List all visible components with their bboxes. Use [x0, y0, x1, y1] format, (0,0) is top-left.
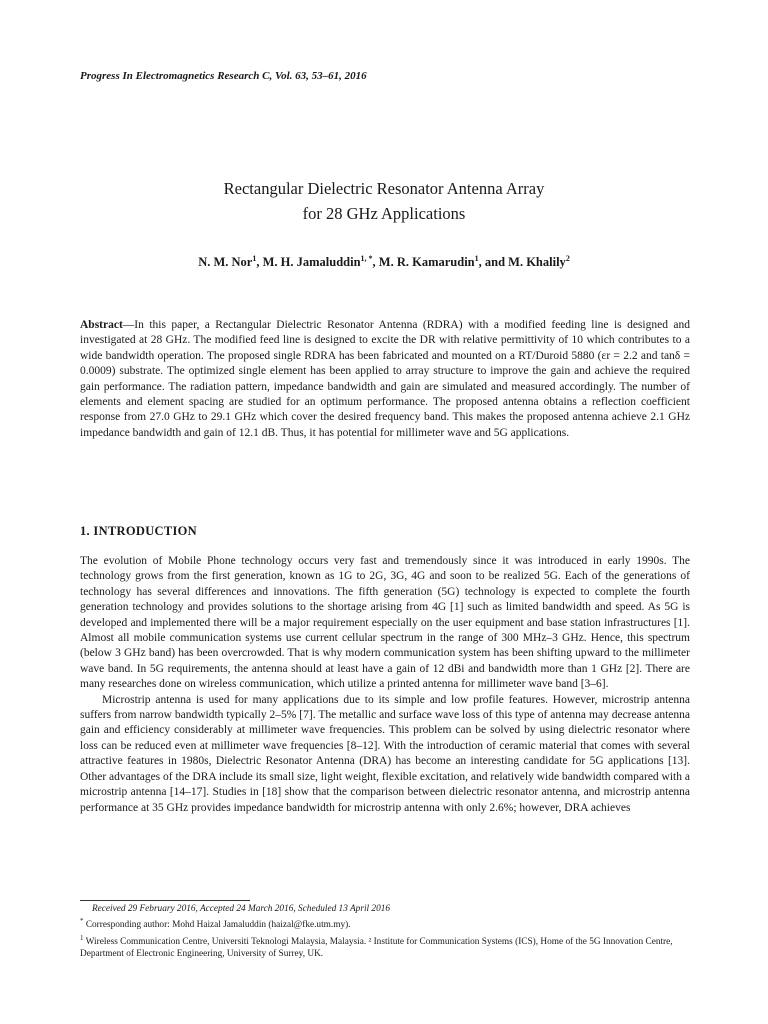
- author-name: M. Khalily: [508, 255, 566, 270]
- paragraph: The evolution of Mobile Phone technology occurs very fast and tremendously since it was introduced in early 1990s. The technology grows from the first generation, known as 1G to 2G, 3G, 4G and soon to be realized 5G. Each of the generations of technology has several differences and innovations. The fifth generation (5G) technology is expected to complete the fourth generation technology and provides solutions to the shortage arising from 4G [1] such as limited bandwidth and speed. As 5G is developed and implemented there will be a major requirement especially on the user equipment and base station infrastructures [1]. Almost all mobile communication systems use current cellular spectrum in the range of 300 MHz–3 GHz. Hence, this spectrum (below 3 GHz band) has been overcrowded. That is why modern communication system has been shifting upward to the millimeter wave band. In 5G requirements, the antenna should at least have a gain of 12 dBi and bandwidth more than 1 GHz [2]. There are many researches done on wireless communication, which utilize a printed antenna for millimeter wave band [3–6].: [80, 555, 690, 691]
- author-name: M. R. Kamarudin: [378, 255, 475, 270]
- affiliations-text: Wireless Communication Centre, Universiti Teknologi Malaysia, Malaysia. ² Institute for Communication Systems (ICS), Home of the 5G Innovation Centre, Department of Electronic Engineering, University of Surrey, UK.: [80, 936, 673, 959]
- author-affiliation: 1: [474, 254, 479, 263]
- abstract: [80, 318, 690, 441]
- affiliations-note: [80, 932, 690, 961]
- abstract-label: Abstract: [80, 319, 123, 331]
- paragraph: Microstrip antenna is used for many applications due to its simple and low profile features. However, microstrip antenna suffers from narrow bandwidth typically 2–5% [7]. The metallic and surface wave loss of this type of antenna may decrease antenna gain and efficiency considerably at millimeter wave frequencies. This problem can be solved by using dielectric resonator where loss can be reduced even at millimeter wave frequencies [8–12]. With the introduction of ceramic material that comes with several attractive features in 1980s, Dielectric Resonator Antenna (DRA) has become an interesting candidate for 5G applications [13]. Other advantages of the DRA include its small size, light weight, flexible excitation, and relatively wide bandwidth compared with a microstrip antenna [14–17]. Studies in [18] show that the comparison between dielectric resonator antenna, and microstrip antenna performance at 35 GHz provides impedance bandwidth for microstrip antenna with only 2.6%; however, DRA achieves: [80, 693, 690, 814]
- footnote-divider: [80, 900, 250, 901]
- title-line-1: Rectangular Dielectric Resonator Antenna Array: [223, 179, 545, 198]
- corresponding-author-text: Corresponding author: Mohd Haizal Jamaluddin (haizal@fke.utm.my).: [85, 920, 351, 931]
- author-name: M. H. Jamaluddin: [262, 255, 361, 270]
- journal-header: Progress In Electromagnetics Research C, Vol. 63, 53–61, 2016: [80, 70, 367, 82]
- paper-title: [0, 176, 768, 226]
- author-affiliation: 2: [565, 254, 570, 263]
- author-affiliation: 1: [252, 254, 257, 263]
- footnote-marker: 1: [80, 933, 84, 942]
- footnotes: [80, 903, 690, 960]
- author-list: N. M. Nor$^1$, M. H. Jamaluddin$^{1, *}$, M. R. Kamarudin$^1$, and M. Khalily$^2$: [198, 254, 570, 270]
- corresponding-author-note: [80, 915, 690, 931]
- title-line-2: for 28 GHz Applications: [302, 204, 466, 223]
- introduction-body: [80, 554, 690, 816]
- author-name: N. M. Nor: [198, 255, 253, 270]
- author-affiliation: 1, *: [360, 254, 373, 263]
- received-dates: Received 29 February 2016, Accepted 24 March 2016, Scheduled 13 April 2016: [92, 904, 391, 914]
- abstract-text: —In this paper, a Rectangular Dielectric Resonator Antenna (RDRA) with a modified feeding line is designed and investigated at 28 GHz. The modified feed line is designed to excite the DR with relative permittivity of 10 which contributes to a wide bandwidth operation. The proposed single RDRA has been fabricated and mounted on a RT/Duroid 5880 (εr = 2.2 and tanδ = 0.0009) substrate. The optimized single element has been applied to array structure to improve the gain and achieve the required gain performance. The radiation pattern, impedance bandwidth and gain are simulated and measured accordingly. The number of elements and element spacing are studied for an optimum performance. The proposed antenna obtains a reflection coefficient response from 27.0 GHz to 29.1 GHz which cover the desired frequency band. This makes the proposed antenna achieve 2.1 GHz impedance bandwidth and gain of 12.1 dB. Thus, it has potential for millimeter wave and 5G applications.: [80, 319, 690, 439]
- section-heading: 1. INTRODUCTION: [80, 524, 198, 538]
- footnote-marker: *: [80, 917, 84, 926]
